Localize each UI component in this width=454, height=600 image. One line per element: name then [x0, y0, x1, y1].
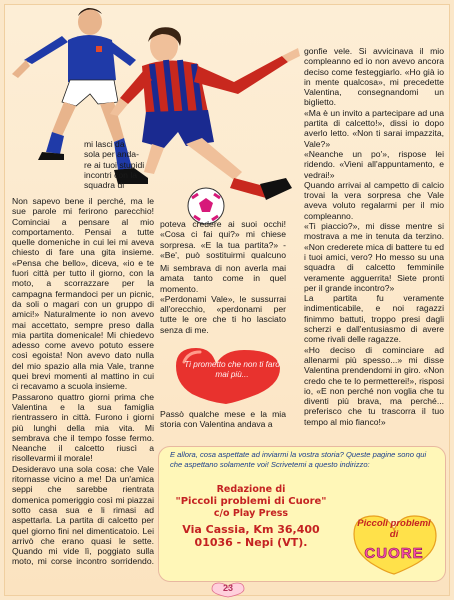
address-line-1: Redazione di [216, 484, 286, 495]
address-line-2: "Piccoli problemi di Cuore" [175, 496, 327, 507]
mailing-address [162, 484, 340, 549]
story-text-left-column: Non sapevo bene il perché, ma le sue parole mi ferirono parecchio! Cominciai a pensare al mio comportamento. Pensai a tutte quelle domeniche in cui lei mi aveva chiesto di fare una gita insieme. «Pensa che bello», diceva, «io e te fuori città per tutto il giorno, con la moto, a scorrazzare per la campagna fermandoci per un picnic, da soli o magari con un gruppo di amici!» Naturalmente io non avevo mai accettato, sempre preso dalla mia partita domenicale! Mi chiedevo adesso come avevo potuto essere così egoista! Non avevo dato nulla del mio spazio alla mia Vale, tranne quei brevi momenti al mattino in cui ci recavamo a scuola insieme. Passarono quattro giorni prima che Valentina e la sua famiglia rientrassero in città. Furono i giorni più lunghi della mia vita. Mi sembrava che il tempo fosse fermo. Neanche il calcetto riuscì a risollevarmi il morale! Desideravo una sola cosa: che Vale ritornasse vicino a me! Da un'amica seppi che sarebbe rientrata domenica pomeriggio così mi piazzai sotto casa sua e li rimasi ad aspettarla. La partita di calcetto per quel giorno fini nel dimenticatoio. Lei arrivò che erano quasi le sette. Quando mi vide lì, poggiato sulla moto, mi corse incontro sorridendo. [12, 196, 154, 566]
submission-intro: E allora, cosa aspettate ad inviarmi la vostra storia? Queste pagine sono qui che aspettano solamente voi! Scrivetemi a questo indirizzo: [170, 450, 427, 469]
page-number: 23 [222, 583, 233, 593]
address-line-4: Via Cassia, Km 36,400 [182, 523, 320, 536]
soccer-players-illustration [2, 2, 302, 228]
story-text-left-top: mi lasci da sola per anda- re ai tuoi stupidi incontri con la squadra di [84, 139, 145, 191]
story-text-right-column: gonfie vele. Si avvicinava il mio compleanno ed io non avevo ancora deciso come festeggiarlo. «Ho già io in mente qualcosa», mi precedette Valentina, consegnandomi un biglietto. «Ma è un invito a partecipare ad una partita di calcetto!», dissi io dopo averlo letto. «Non ti sarai impazzita, Vale?» «Neanche un po'», rispose lei ridendo. «Vieni all'appuntamento, e vedrai!» Quando arrivai al campetto di calcio trovai la vera sorpresa che Vale aveva voluto regalarmi per il mio compleanno. «Ti piaccio?», mi disse mentre si mostrava a me in tenuta da terzino. «Non crederete mica di battere tu ed i tuoi amici, vero? Ho messo su una squadra di calcetto femminile veramente agguerrita! Siete pronti per il grande incontro?» La partita fu veramente indimenticabile, e noi ragazzi finimmo battuti, troppo presi dagli scherzi e dall'entusiasmo di avere come rivali delle ragazze. «Ho deciso di cominciare ad allenarmi più spesso...» mi disse Valentina prendendomi in giro. «Non credo che te lo permetterei!», risposi io, «E non perché non voglia che tu diventi più brava, ma perché... preferisco che tu trascorra il tuo tempo al mio fianco!» [304, 46, 444, 427]
heart-quote: Ti prometto che non ti farò mai più... [184, 360, 280, 379]
address-line-3: c/o Play Press [213, 508, 289, 519]
logo-title-top: Piccoli problemi di [357, 518, 431, 540]
logo-title-bottom: CUORE [364, 545, 424, 562]
story-text-middle: Mi sembrava di non averla mai amata tanto come in quel momento. «Perdonami Vale», le sussurrai all'orecchio, «perdonami per tutte le ore che ti ho lasciato senza di me. [160, 263, 286, 335]
story-text-middle-top: poteva credere ai suoi occhi! «Cosa ci fai qui?» mi chiese sorpresa. «E la tua partita?» - «Be', può sostituirmi qualcuno [160, 219, 286, 259]
story-text-middle-bottom: Passò qualche mese e la mia storia con Valentina andava a [160, 409, 286, 430]
address-line-5: 01036 - Nepi (VT). [194, 536, 308, 549]
